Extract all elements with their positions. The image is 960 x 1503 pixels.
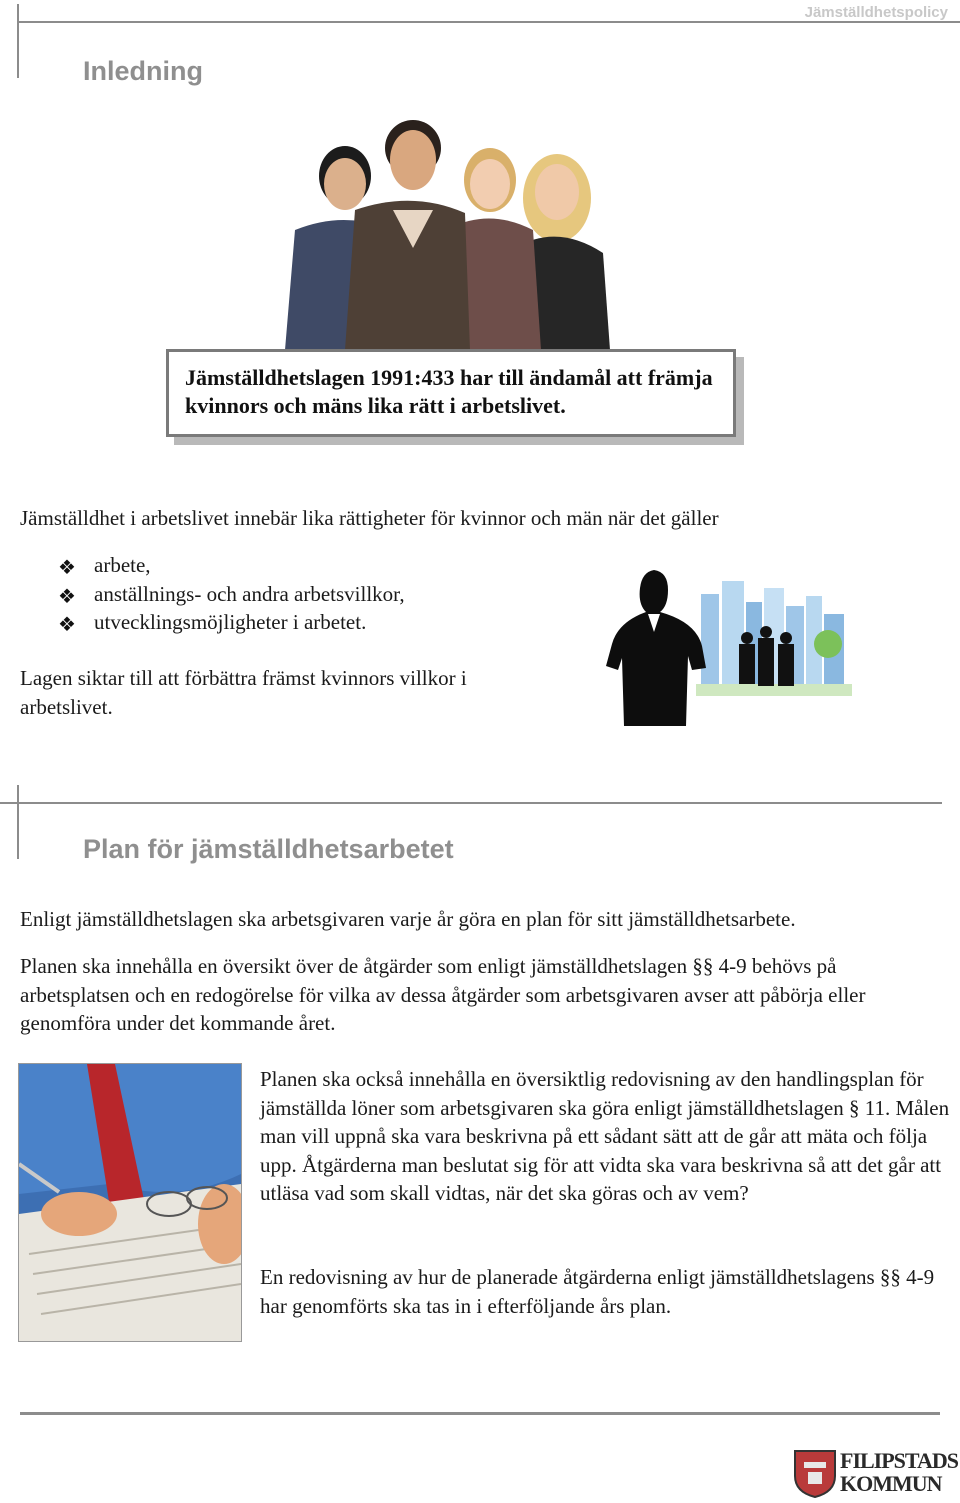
diamond-bullet-icon: ❖ [58,612,76,636]
bullet-text: arbete, [94,553,151,577]
section-heading-inledning: Inledning [83,56,203,86]
bullet-text: utvecklingsmöjligheter i arbetet. [94,610,367,634]
plan-paragraph-1: Enligt jämställdhetslagen ska arbetsgivaren varje år göra en plan för sitt jämställdhetsarbete. [20,907,796,931]
intro-paragraph: Jämställdhet i arbetslivet innebär lika rättigheter för kvinnor och män när det gäller [20,506,719,530]
list-item [20,580,580,609]
closing-paragraph: Lagen siktar till att förbättra främst kvinnors villkor i arbetslivet. [20,666,467,719]
business-silhouette-illustration [606,566,852,726]
municipality-logo [790,1448,960,1498]
header-rule-vertical [17,4,19,78]
law-callout-box: Jämställdhetslagen 1991:433 har till ändamål att främja kvinnors och mäns lika rätt i arbetslivet. [166,349,736,437]
section-rule-horizontal [0,802,942,804]
section-rule-vertical [17,785,19,859]
bullet-text: anställnings- och andra arbetsvillkor, [94,581,405,606]
coat-of-arms-icon [792,1448,838,1498]
section-heading-plan: Plan för jämställdhetsarbetet [83,834,454,864]
diamond-bullet-icon: ❖ [58,583,76,608]
logo-line-2: KOMMUN [840,1471,942,1496]
logo-line-1: FILIPSTADS [840,1448,958,1473]
plan-paragraph-4: En redovisning av hur de planerade åtgärderna enligt jämställdhetslagens §§ 4-9 har genomförts ska tas in i efterföljande års plan. [260,1265,935,1318]
plan-paragraph-3: Planen ska också innehålla en översiktlig redovisning av den handlingsplan för jämställda löner som arbetsgivaren ska göra enligt jämställdhetslagen § 11. Målen man vill uppnå ska vara beskrivna på ett sådant sätt att de går att mäta och följa upp. Åtgärderna man beslutat sig för att vidta ska vara beskrivna så att det går att utläsa vad som skall vidtas, när det ska göras och av vem? [260,1067,950,1205]
writing-hand-photo [18,1063,242,1342]
diamond-bullet-icon: ❖ [58,555,76,579]
running-header: Jämställdhetspolicy [804,4,948,21]
list-item [20,608,580,637]
people-photo [285,118,620,350]
header-rule-horizontal [17,21,960,23]
bullet-list [20,551,580,637]
footer-rule [20,1412,940,1415]
list-item [20,551,580,580]
plan-paragraph-2: Planen ska innehålla en översikt över de åtgärder som enligt jämställdhetslagen §§ 4-9 behövs på arbetsplatsen och en redogörelse för vilka av dessa åtgärder som arbetsgivaren avser att påbörja eller genomföra under det kommande året. [20,954,866,1035]
